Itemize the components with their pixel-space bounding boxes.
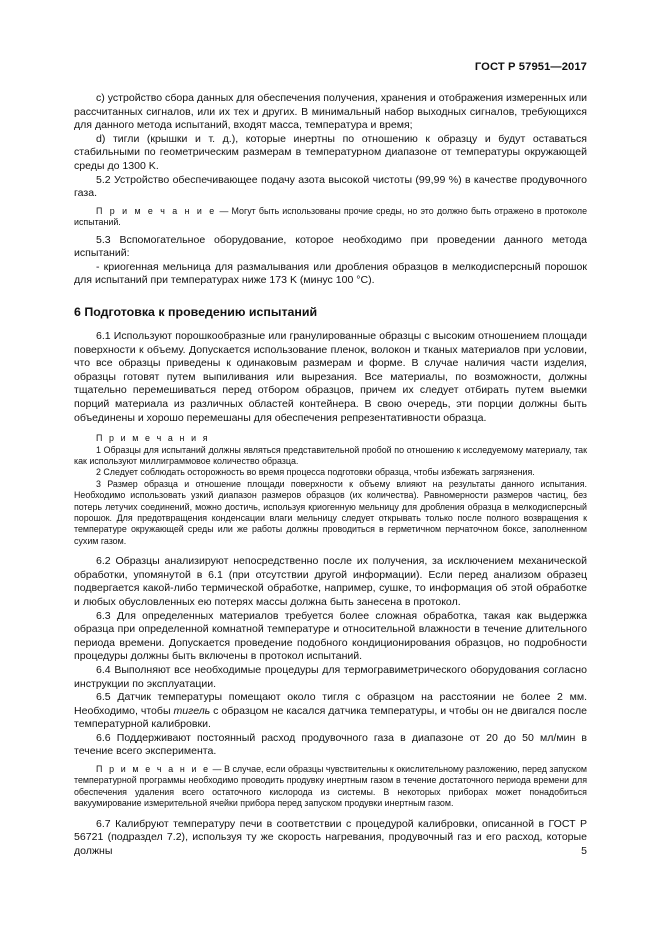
paragraph-6-4: 6.4 Выполняют все необходимые процедуры для термогравиметрического оборудования согласно инструкции по эксплуатации. [74,663,587,690]
paragraph-5-2: 5.2 Устройство обеспечивающее подачу азота высокой чистоты (99,99 %) в качестве продувочного газа. [74,173,587,200]
italic-term: тигель [173,704,211,717]
note-text: — Могут быть использованы прочие среды, но это должно быть отражено в протоколе испытаний. [74,205,588,228]
note-6-6 [74,764,587,810]
note-5-2 [74,206,587,229]
paragraph-5-3-item: - криогенная мельница для размалывания или дробления образцов в мелкодисперсный порошок для испытаний при температурах ниже 173 K (минус 100 °C). [74,260,587,287]
paragraph-6-6: 6.6 Поддерживают постоянный расход продувочного газа в диапазоне от 20 до 50 мл/мин в течение всего эксперимента. [74,731,587,758]
note-item-3: 3 Размер образца и отношение площади поверхности к объему влияют на результаты данного испытания. Необходимо использовать узкий диапазон размеров образцов (их количества). Равномерности размеров частиц, без потерь летучих соединений, можно достичь, используя криогенную мельницу для дробления образца в мелкодисперсный порошок. Для предотвращения конденсации влаги мельницу следует открывать только после полного возвращения к температуре окружающей среды или же работы должны проводиться в герметичном перчаточном боксе, заполненном сухим газом. [74,478,587,546]
note-text: — В случае, если образцы чувствительны к окислительному разложению, перед запуском температурной программы необходимо проводить продувку инертным газом в течение достаточного периода времени для обеспечения удаления всего остаточного кислорода из системы. В некоторых приборах может понадобиться вакуумирование измерительной ячейки прибора перед запуском продувки инертным газом. [74,764,587,809]
note-label: П р и м е ч а н и е [96,764,211,775]
paragraph-6-7: 6.7 Калибруют температуру печи в соответствии с процедурой калибровки, описанной в ГОСТ Р 56721 (подраздел 7.2), используя ту же скорость нагревания, продувочный газ и его расход, которые должны [74,817,587,857]
note-item-2: 2 Следует соблюдать осторожность во время процесса подготовки образца, чтобы избежать загрязнения. [96,467,535,478]
document-code-header: ГОСТ Р 57951—2017 [474,61,587,73]
paragraph-item-d: d) тигли (крышки и т. д.), которые инертны по отношению к образцу и будут оставаться стабильными по геометрическим размерам в температурном диапазоне от температуры окружающей среды до 1300 K. [74,132,587,172]
paragraph-5-3: 5.3 Вспомогательное оборудование, которое необходимо при проведении данного метода испытаний: [74,233,587,260]
page-content [74,92,587,858]
paragraph-item-c: c) устройство сбора данных для обеспечения получения, хранения и отображения измеренных или рассчитанных сигналов, или их тех и других. В минимальный набор выходных сигналов, требующихся для данного метода испытаний, входят масса, температура и время; [74,92,587,132]
paragraph-6-3: 6.3 Для определенных материалов требуется более сложная обработка, такая как выдержка образца при определенной комнатной температуре и относительной влажности в течение длительного периода времени. Допускается проведение подобного кондиционирования образцов, но подробности процедуры должны быть включены в протокол испытаний. [74,609,587,663]
note-item-1: 1 Образцы для испытаний должны являться представительной пробой по отношению к исследуемому материалу, так как используют миллиграммовое количество образца. [74,444,587,466]
page-number: 5 [581,845,587,857]
paragraph-6-2: 6.2 Образцы анализируют непосредственно после их получения, за исключением механической обработки, упомянутой в 6.1 (при отсутствии другой информации). Если перед анализом образец подвергается какой-либо термической обработке, например, сушке, то информация об этой обработке и любых обусловленных ею потерях массы должна быть занесена в протокол. [74,555,587,608]
notes-label: П р и м е ч а н и я [96,433,210,444]
note-label: П р и м е ч а н и е [96,205,217,216]
paragraph-6-1: 6.1 Используют порошкообразные или гранулированные образцы с высоким отношением площади поверхности к объему. Допускается использование пленок, волокон и тканых материалов при условии, что все образцы приведены к одинаковым размерам и форме. В случае наличия части изделия, образцы готовят путем выпиливания или вырезания. Все материалы, по возможности, должны тщательно перемешиваться перед отбором образцов, причем их следует отбирать путем выемки порций материала из различных областей контейнера. В свою очередь, эти порции должны быть объединены и хорошо перемешаны для обеспечения репрезентативности образца. [74,329,587,424]
paragraph-6-5: 6.5 Датчик температуры помещают около тигля с образцом на расстоянии не более 2 мм. Необходимо, чтобы тигель с образцом не касался датчика температуры, и чтобы он не двигался после температурной калибровки. [74,691,587,731]
section-6-heading: 6 Подготовка к проведению испытаний [74,304,318,319]
